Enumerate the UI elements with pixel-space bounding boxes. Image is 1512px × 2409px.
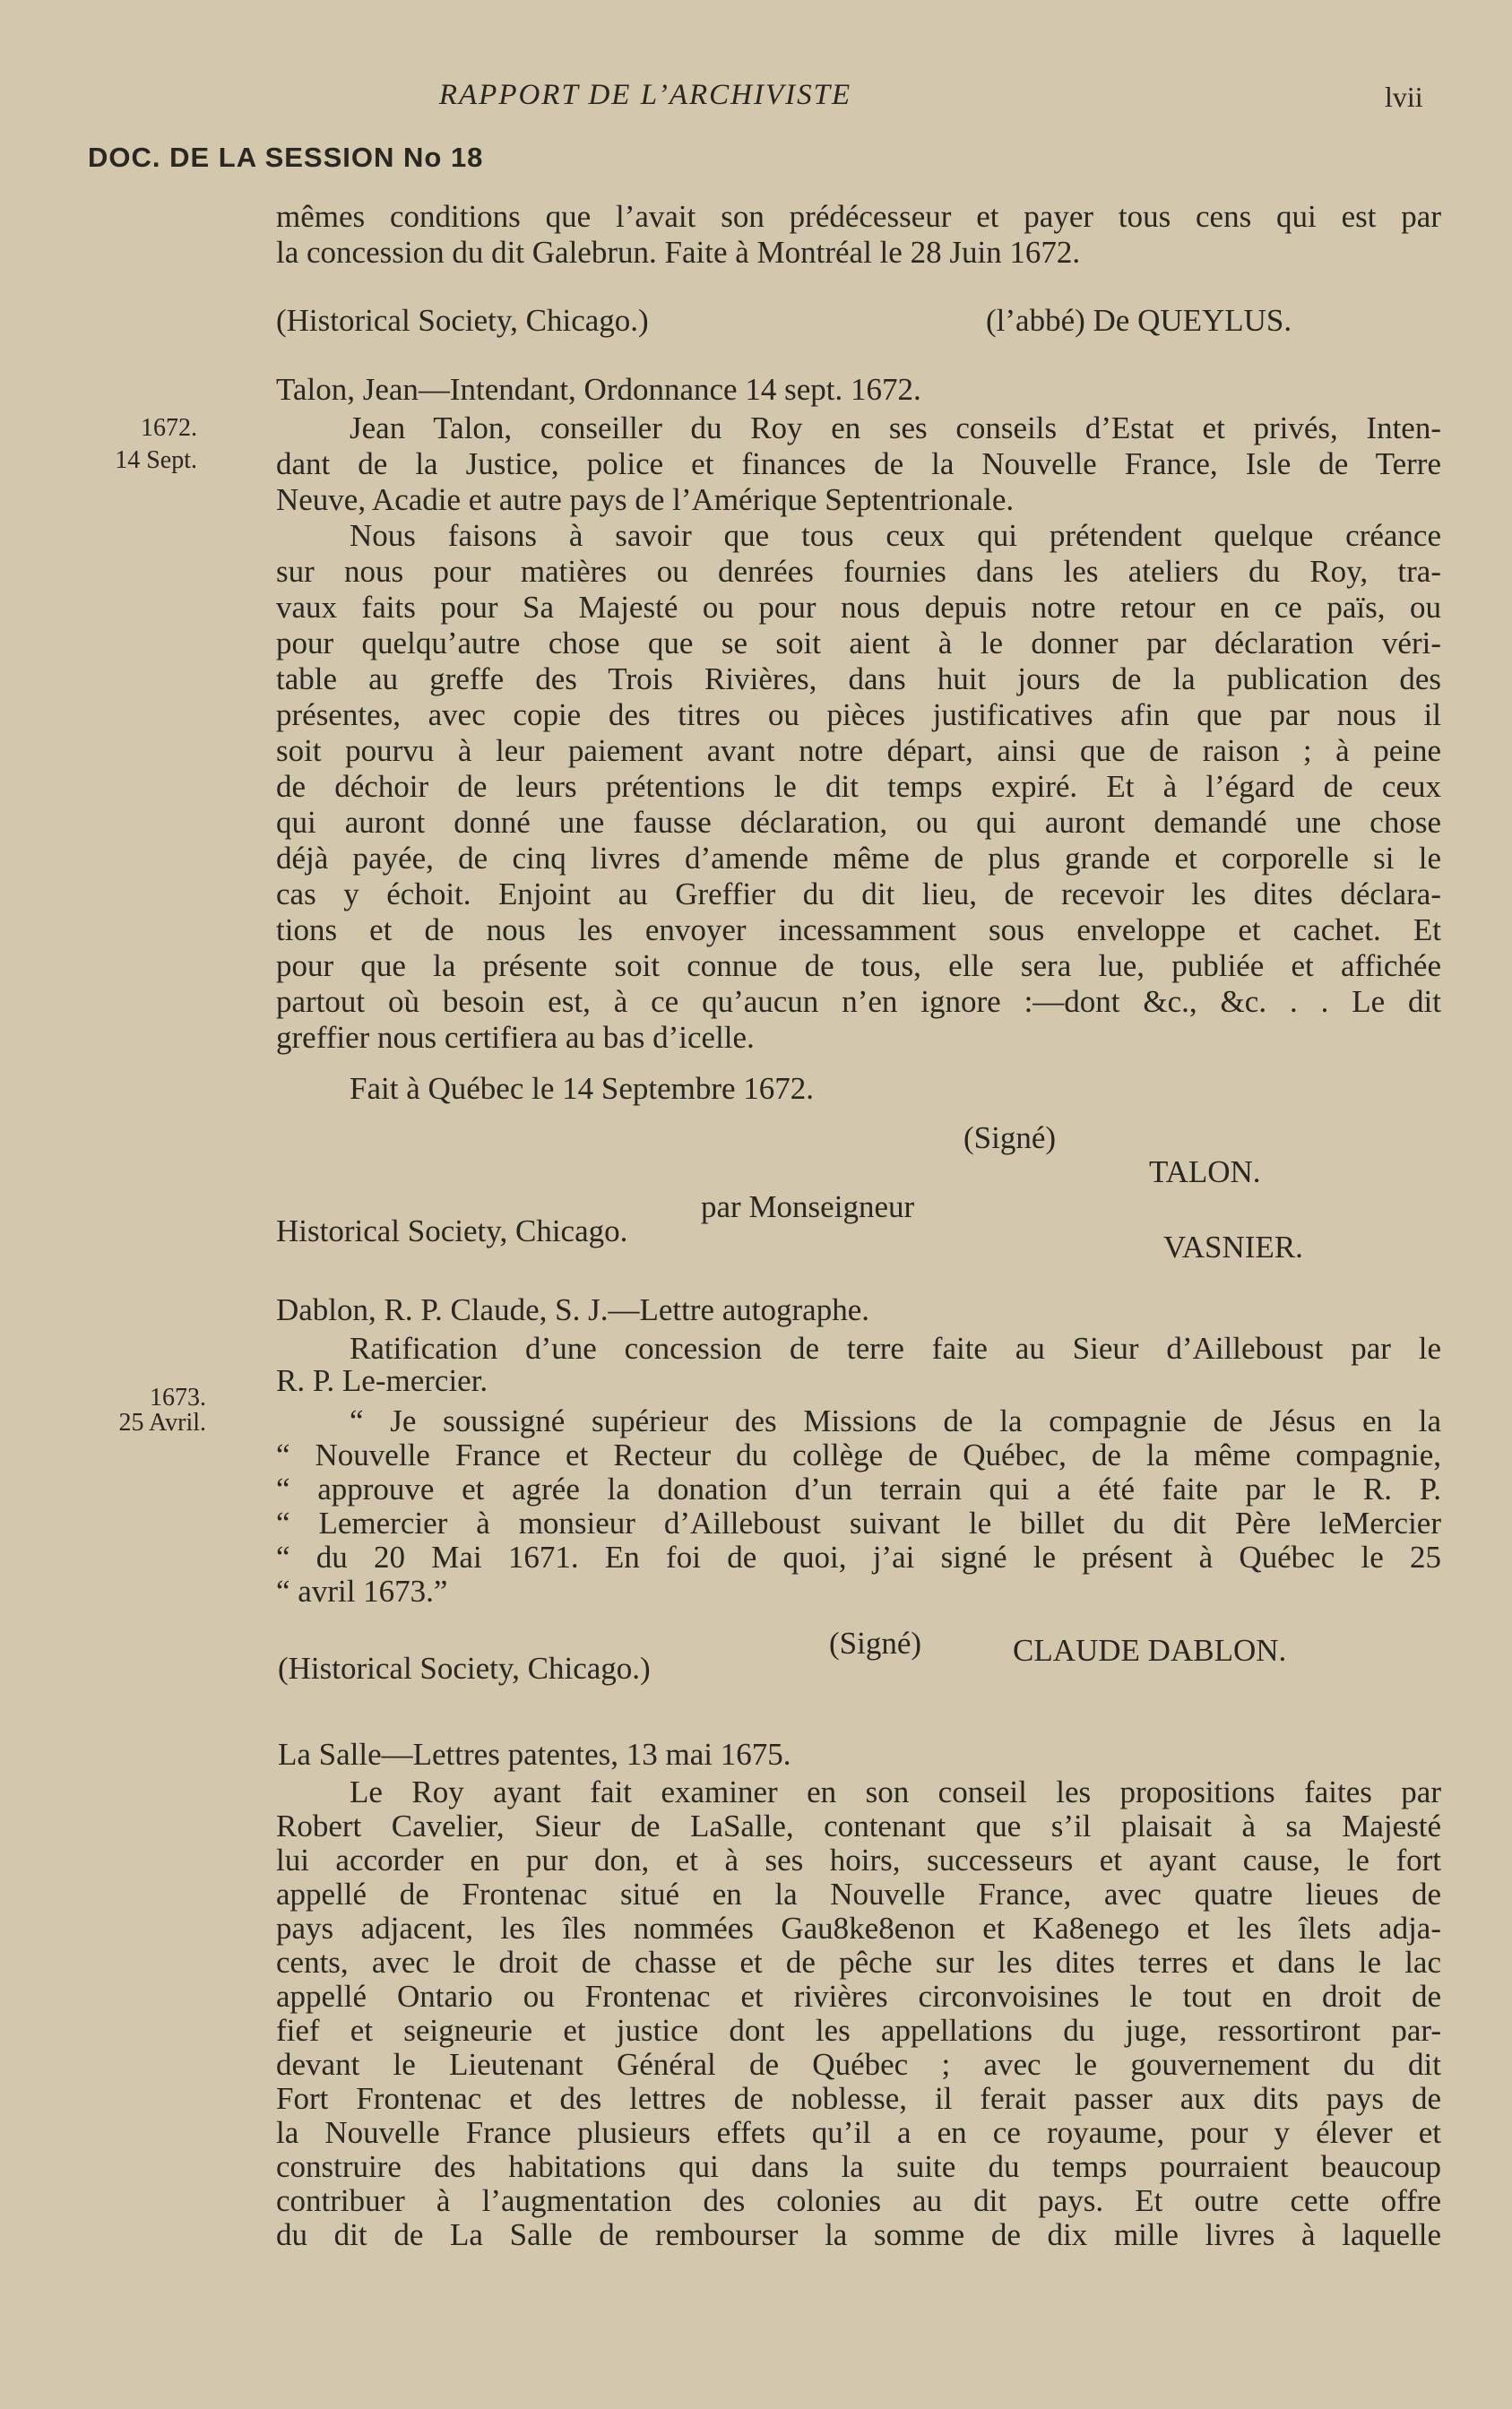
text-line: dant de la Justice, police et finances de la Nouvelle France, Isle de Terre <box>276 446 1441 481</box>
text-line: devant le Lieutenant Général de Québec ; avec le gouvernement du dit <box>276 2047 1441 2082</box>
text-line: “ approuve et agrée la donation d’un terrain qui a été faite par le R. P. <box>276 1472 1441 1507</box>
text-line: mêmes conditions que l’avait son prédécesseur et payer tous cens qui est par <box>276 199 1441 234</box>
text-line: cents, avec le droit de chasse et de pêche sur les dites terres et dans le lac <box>276 1945 1441 1980</box>
text-line: Fort Frontenac et des lettres de noblesse, il ferait passer aux dits pays de <box>276 2081 1441 2116</box>
entry-heading: Talon, Jean—Intendant, Ordonnance 14 sept. 1672. <box>276 372 921 407</box>
margin-year: 1673. <box>150 1384 206 1412</box>
signed-mark: (Signé) <box>829 1626 922 1661</box>
text-line: sur nous pour matières ou denrées fournies dans les ateliers du Roy, tra- <box>276 554 1441 589</box>
margin-date: 25 Avril. <box>118 1409 206 1437</box>
par-monseigneur: par Monseigneur <box>701 1189 915 1224</box>
signatory: CLAUDE DABLON. <box>1013 1633 1287 1668</box>
text-line: Robert Cavelier, Sieur de LaSalle, contenant que s’il plaisait à sa Majesté <box>276 1809 1441 1843</box>
text-line: du dit de La Salle de rembourser la somme de dix mille livres à laquelle <box>276 2217 1441 2252</box>
text-line: tions et de nous les envoyer incessamment sous enveloppe et cachet. Et <box>276 912 1441 947</box>
text-line: “ avril 1673.” <box>276 1574 448 1609</box>
doc-session-label: DOC. DE LA SESSION No 18 <box>88 142 484 173</box>
entry-heading: La Salle—Lettres patentes, 13 mai 1675. <box>278 1737 791 1772</box>
text-line: lui accorder en pur don, et à ses hoirs, successeurs et ayant cause, le fort <box>276 1843 1441 1878</box>
entry-heading: Dablon, R. P. Claude, S. J.—Lettre autographe. <box>276 1292 869 1327</box>
text-line: soit pourvu à leur paiement avant notre départ, ainsi que de raison ; à peine <box>276 733 1441 768</box>
text-line: partout où besoin est, à ce qu’aucun n’en ignore :—dont &c., &c. . . Le dit <box>276 984 1441 1019</box>
text-line: Fait à Québec le 14 Septembre 1672. <box>350 1071 815 1106</box>
running-title: RAPPORT DE L’ARCHIVISTE <box>438 79 852 111</box>
text-line: “ Je soussigné supérieur des Missions de la compagnie de Jésus en la <box>350 1403 1441 1438</box>
text-line: “ Nouvelle France et Recteur du collège de Québec, de la même compagnie, <box>276 1438 1441 1472</box>
signed-mark: (Signé) <box>963 1120 1057 1155</box>
text-line: pour que la présente soit connue de tous, elle sera lue, publiée et affichée <box>276 948 1441 983</box>
text-line: contribuer à l’augmentation des colonies au dit pays. Et outre cette offre <box>276 2183 1441 2218</box>
text-line: la Nouvelle France plusieurs effets qu’il a en ce royaume, pour y élever et <box>276 2115 1441 2150</box>
margin-date: 14 Sept. <box>115 446 197 474</box>
text-line: pays adjacent, les îles nommées Gau8ke8enon et Ka8enego et les îlets adja- <box>276 1911 1441 1946</box>
text-line: Le Roy ayant fait examiner en son conseil les propositions faites par <box>350 1774 1441 1809</box>
text-line: R. P. Le-mercier. <box>276 1363 488 1398</box>
text-line: greffier nous certifiera au bas d’icelle. <box>276 1020 755 1055</box>
source-citation: (Historical Society, Chicago.) <box>278 1651 651 1686</box>
text-line: cas y échoit. Enjoint au Greffier du dit lieu, de recevoir les dites déclara- <box>276 876 1441 911</box>
text-line: qui auront donné une fausse déclaration, ou qui auront demandé une chose <box>276 805 1441 840</box>
text-line: construire des habitations qui dans la suite du temps pourraient beaucoup <box>276 2149 1441 2184</box>
text-line: vaux faits pour Sa Majesté ou pour nous depuis notre retour en ce païs, ou <box>276 590 1441 625</box>
page-number: lvii <box>1385 81 1423 113</box>
text-line: la concession du dit Galebrun. Faite à Montréal le 28 Juin 1672. <box>276 235 1081 270</box>
text-line: déjà payée, de cinq livres d’amende même de plus grande et corporelle si le <box>276 841 1441 876</box>
text-line: fief et seigneurie et justice dont les appellations du juge, ressortiront par- <box>276 2013 1441 2048</box>
text-line: Jean Talon, conseiller du Roy en ses conseils d’Estat et privés, Inten- <box>350 410 1441 445</box>
text-line: Neuve, Acadie et autre pays de l’Amérique Septentrionale. <box>276 482 1015 517</box>
source-citation: Historical Society, Chicago. <box>276 1213 628 1248</box>
signatory: (l’abbé) De QUEYLUS. <box>986 303 1292 338</box>
text-line: pour quelqu’autre chose que se soit aient à le donner par déclaration véri- <box>276 626 1441 661</box>
signatory: TALON. <box>1149 1154 1261 1189</box>
text-line: “ Lemercier à monsieur d’Ailleboust suivant le billet du dit Père leMercier <box>276 1506 1441 1541</box>
margin-year: 1672. <box>141 414 197 442</box>
text-line: table au greffe des Trois Rivières, dans huit jours de la publication des <box>276 661 1441 696</box>
text-line: Ratification d’une concession de terre faite au Sieur d’Ailleboust par le <box>350 1331 1441 1366</box>
source-citation: (Historical Society, Chicago.) <box>276 303 649 338</box>
text-line: de déchoir de leurs prétentions le dit temps expiré. Et à l’égard de ceux <box>276 769 1441 804</box>
text-line: présentes, avec copie des titres ou pièces justificatives afin que par nous il <box>276 697 1441 732</box>
text-line: Nous faisons à savoir que tous ceux qui prétendent quelque créance <box>350 518 1441 553</box>
text-line: “ du 20 Mai 1671. En foi de quoi, j’ai signé le présent à Québec le 25 <box>276 1540 1441 1575</box>
text-line: appellé Ontario ou Frontenac et rivières circonvoisines le tout en droit de <box>276 1979 1441 2014</box>
countersignatory: VASNIER. <box>1163 1230 1303 1265</box>
text-line: appellé de Frontenac situé en la Nouvelle France, avec quatre lieues de <box>276 1877 1441 1912</box>
